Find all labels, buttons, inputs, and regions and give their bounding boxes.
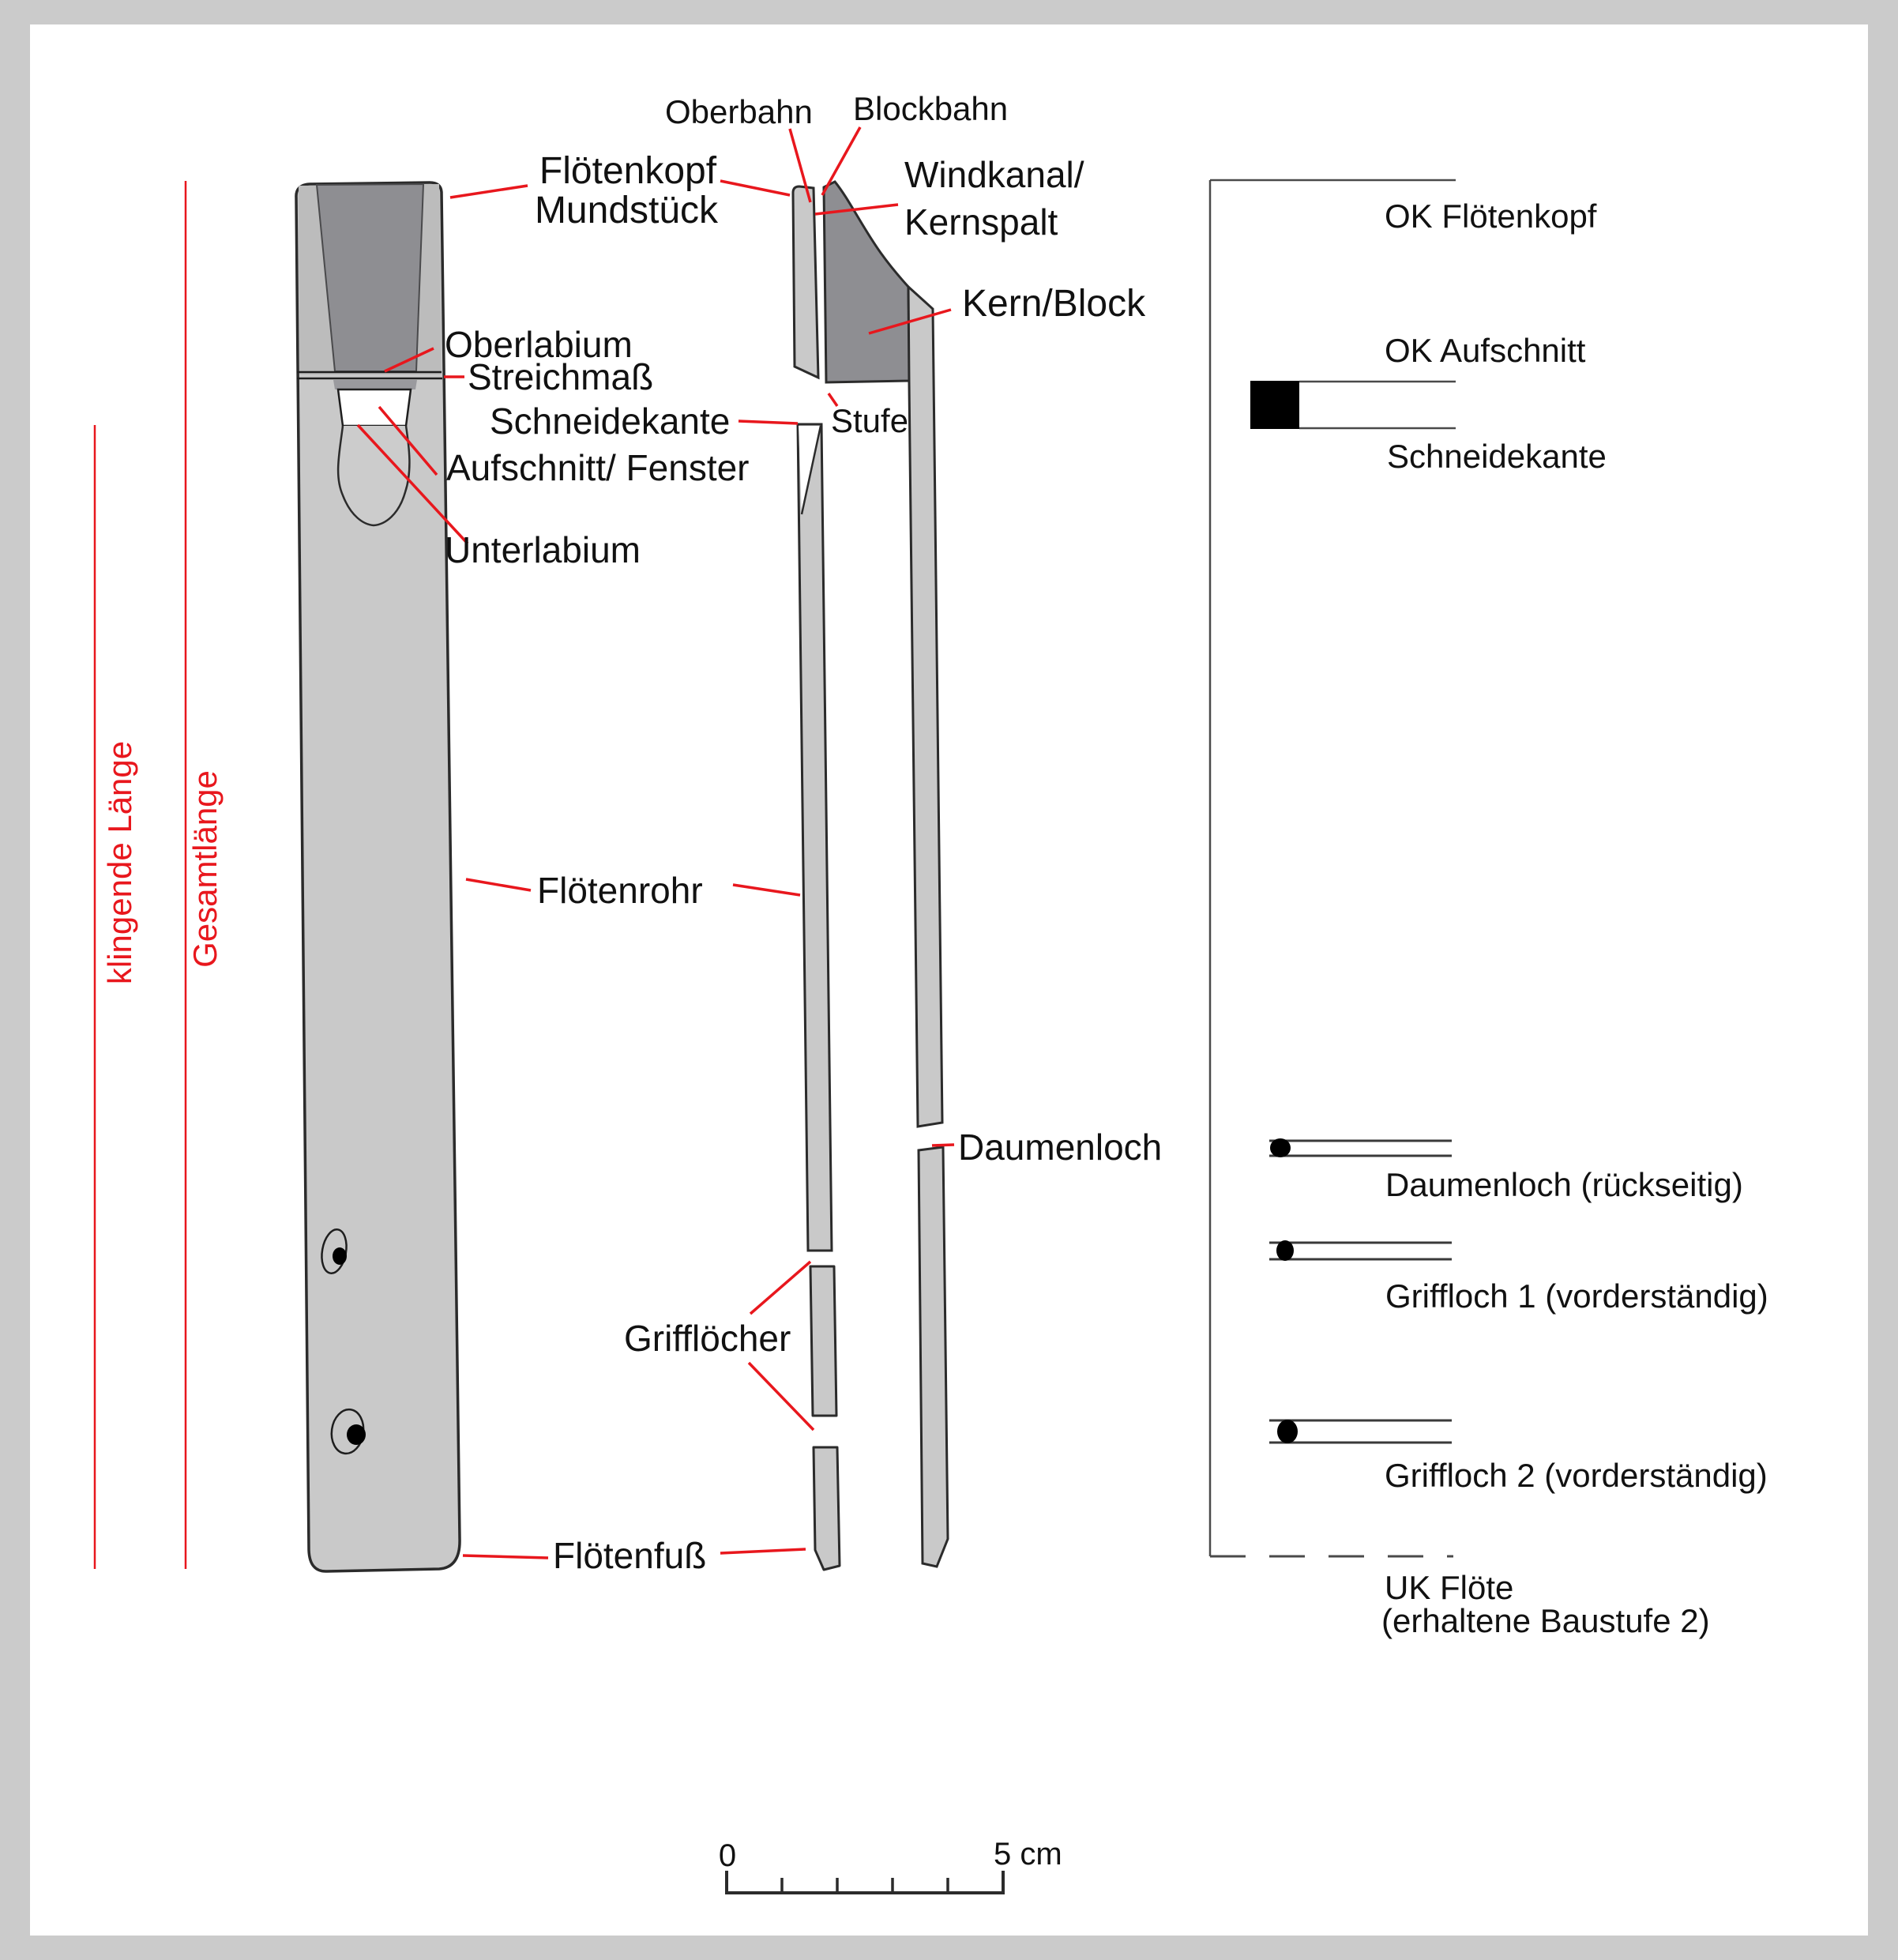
floetenfuss-label: Flötenfuß (553, 1535, 707, 1576)
back-wall-lower (919, 1147, 948, 1567)
daumenloch-ref-label: Daumenloch (rückseitig) (1385, 1166, 1743, 1203)
grifflocher-label: Grifflöcher (624, 1318, 791, 1359)
front-wall-between-holes (810, 1266, 836, 1416)
scale-zero-label: 0 (718, 1838, 737, 1873)
aufschnitt-fenster-label: Aufschnitt/ Fenster (446, 447, 750, 488)
aufschnitt-window (338, 389, 411, 426)
klingende-laenge-label: klingende Länge (101, 740, 138, 985)
griffloch-1-dot (1276, 1240, 1294, 1261)
finger-hole-1-center (333, 1247, 347, 1265)
scale-5cm-label: 5 cm (994, 1837, 1062, 1872)
griffloch-2-dot (1277, 1420, 1298, 1443)
kern-block-label: Kern/Block (962, 283, 1146, 325)
flute-front-view (296, 182, 460, 1571)
mundstueck-label: Mundstück (534, 190, 719, 231)
oberlabium-label: Oberlabium (445, 324, 633, 365)
leader-daumenloch (932, 1145, 954, 1146)
streichmass-label: Streichmaß (468, 356, 654, 397)
oberbahn-label: Oberbahn (665, 93, 813, 130)
unterlabium-label: Unterlabium (445, 529, 641, 570)
aufschnitt-block-marker (1250, 381, 1299, 429)
window-shadow-band (333, 380, 417, 389)
schneidekante-ref-label: Schneidekante (1387, 438, 1607, 475)
finger-hole-2-center (347, 1424, 366, 1445)
windkanal-label-line2: Kernspalt (904, 201, 1058, 243)
uk-floete-label-line1: UK Flöte (1385, 1569, 1514, 1606)
schneidekante-label: Schneidekante (490, 401, 731, 442)
blockbahn-label: Blockbahn (853, 90, 1009, 127)
front-wall-head (793, 186, 818, 378)
floetenrohr-label: Flötenrohr (537, 870, 703, 911)
uk-floete-label-line2: (erhaltene Baustufe 2) (1381, 1602, 1710, 1639)
griffloch-2-label: Griffloch 2 (vorderständig) (1385, 1457, 1768, 1494)
mouthpiece-bore (317, 184, 423, 371)
windkanal-label-line1: Windkanal/ (904, 154, 1084, 195)
gesamtlaenge-label: Gesamtlänge (186, 770, 224, 968)
stufe-label: Stufe (831, 402, 909, 439)
daumenloch-label: Daumenloch (958, 1127, 1163, 1168)
floetenkopf-label: Flötenkopf (539, 150, 717, 192)
ok-floetenkopf-label: OK Flötenkopf (1385, 198, 1597, 235)
griffloch-1-label: Griffloch 1 (vorderständig) (1385, 1277, 1768, 1315)
ok-aufschnitt-label: OK Aufschnitt (1385, 332, 1586, 369)
daumenloch-dot (1270, 1138, 1291, 1157)
front-wall-foot (814, 1447, 840, 1570)
